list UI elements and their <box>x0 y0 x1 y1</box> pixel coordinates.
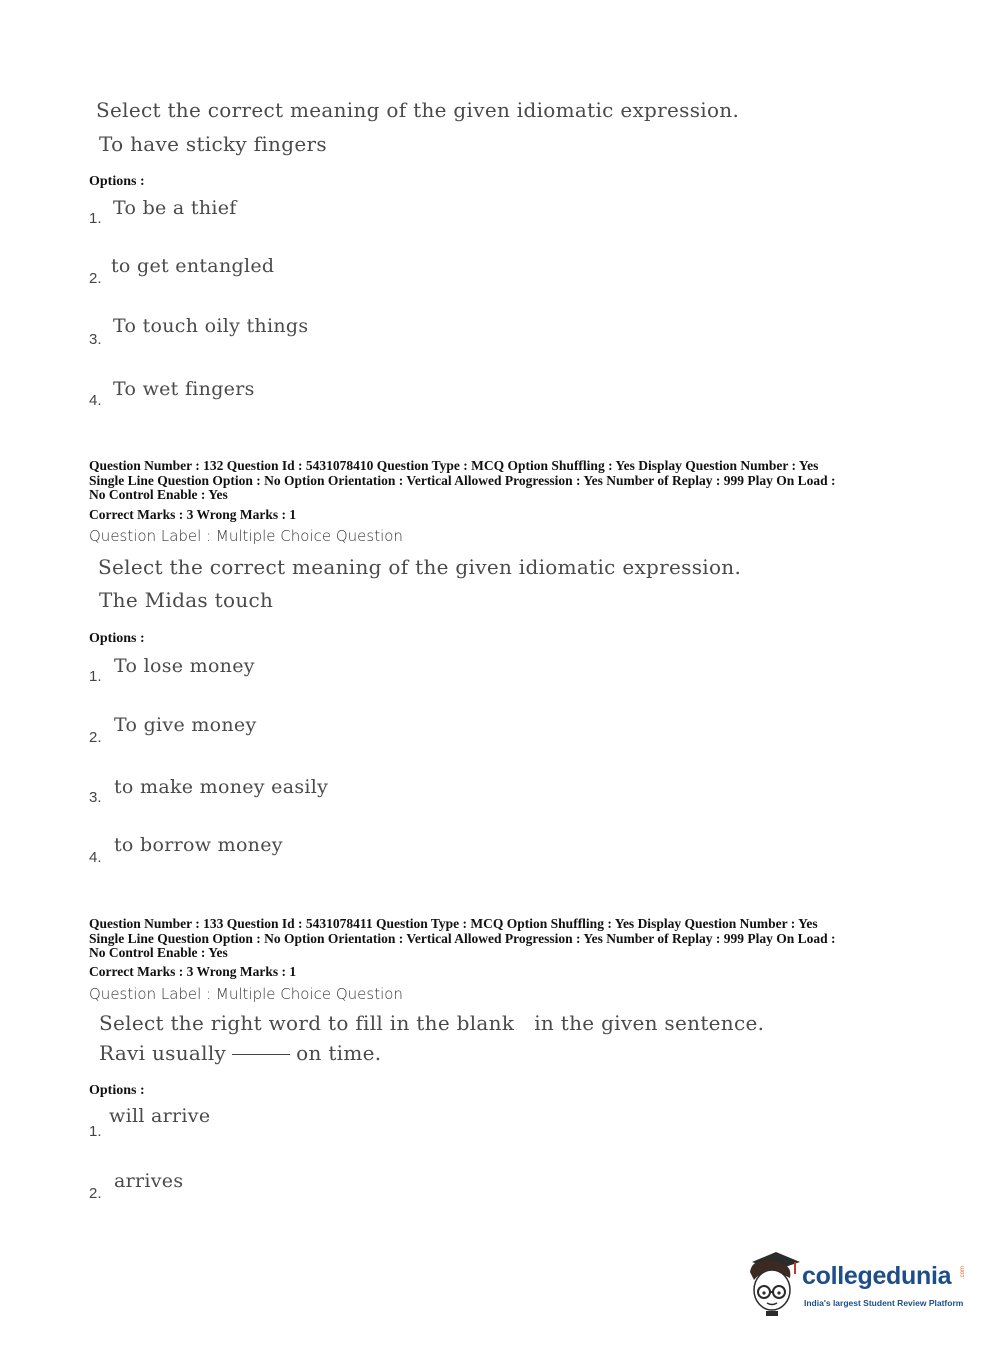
option-text: To lose money <box>114 655 255 677</box>
meta-line: Single Line Question Option : No Option Orientation : Vertical Allowed Progression : Yes Number of Replay : 999 Play On Load : <box>89 930 836 946</box>
q132-prompt: Select the correct meaning of the given idiomatic expression. <box>98 555 742 579</box>
q133-prompt: Select the right word to fill in the blank in the given sentence. <box>99 1011 765 1035</box>
meta-line: No Control Enable : Yes <box>89 945 228 960</box>
logo-wordmark: collegedunia <box>802 1262 952 1290</box>
option-number: 2. <box>89 270 102 287</box>
option-text: to make money easily <box>114 776 329 798</box>
option-text: To touch oily things <box>113 315 309 337</box>
option-text: To wet fingers <box>113 378 255 400</box>
q131-expression: To have sticky fingers <box>99 132 327 156</box>
option-text: To be a thief <box>113 197 237 219</box>
q132-marks: Correct Marks : 3 Wrong Marks : 1 <box>89 507 297 522</box>
logo-tagline: India's largest Student Review Platform <box>804 1298 964 1308</box>
logo-com: .com <box>960 1266 966 1280</box>
q131-prompt: Select the correct meaning of the given idiomatic expression. <box>96 98 740 122</box>
sentence-before: Ravi usually <box>99 1041 227 1065</box>
meta-line: No Control Enable : Yes <box>89 487 228 502</box>
option-text: to get entangled <box>111 255 275 277</box>
option-number: 2. <box>89 1185 102 1202</box>
q132-meta <box>89 459 836 503</box>
option-number: 2. <box>89 729 102 746</box>
option-number: 1. <box>89 668 102 685</box>
option-number: 4. <box>89 392 102 409</box>
sentence-after: on time. <box>296 1041 382 1065</box>
option-number: 3. <box>89 331 102 348</box>
option-number: 1. <box>89 210 102 227</box>
q133-options-heading: Options : <box>89 1083 145 1098</box>
collegedunia-logo[interactable] <box>742 1248 967 1318</box>
option-text: arrives <box>114 1170 184 1192</box>
option-number: 3. <box>89 789 102 806</box>
q133-meta <box>89 917 836 961</box>
option-text: to borrow money <box>114 834 283 856</box>
q132-options-heading: Options : <box>89 631 145 646</box>
option-text: To give money <box>114 714 257 736</box>
q133-label: Question Label : Multiple Choice Question <box>89 985 403 1003</box>
option-number: 1. <box>89 1123 102 1140</box>
meta-line: Question Number : 133 Question Id : 5431078411 Question Type : MCQ Option Shuffling : Yes Display Question Number : Yes <box>89 916 818 931</box>
q133-marks: Correct Marks : 3 Wrong Marks : 1 <box>89 964 297 979</box>
meta-line: Question Number : 132 Question Id : 5431078410 Question Type : MCQ Option Shuffling : Yes Display Question Number : Yes <box>89 458 819 473</box>
option-number: 4. <box>89 849 102 866</box>
option-text: will arrive <box>109 1105 211 1127</box>
fill-blank <box>232 1054 290 1055</box>
mascot-icon <box>742 1248 802 1316</box>
q131-options-heading: Options : <box>89 174 145 189</box>
q132-expression: The Midas touch <box>99 588 274 612</box>
q132-label: Question Label : Multiple Choice Question <box>89 527 403 545</box>
meta-line: Single Line Question Option : No Option Orientation : Vertical Allowed Progression : Yes Number of Replay : 999 Play On Load : <box>89 472 836 488</box>
q133-sentence <box>99 1041 381 1065</box>
